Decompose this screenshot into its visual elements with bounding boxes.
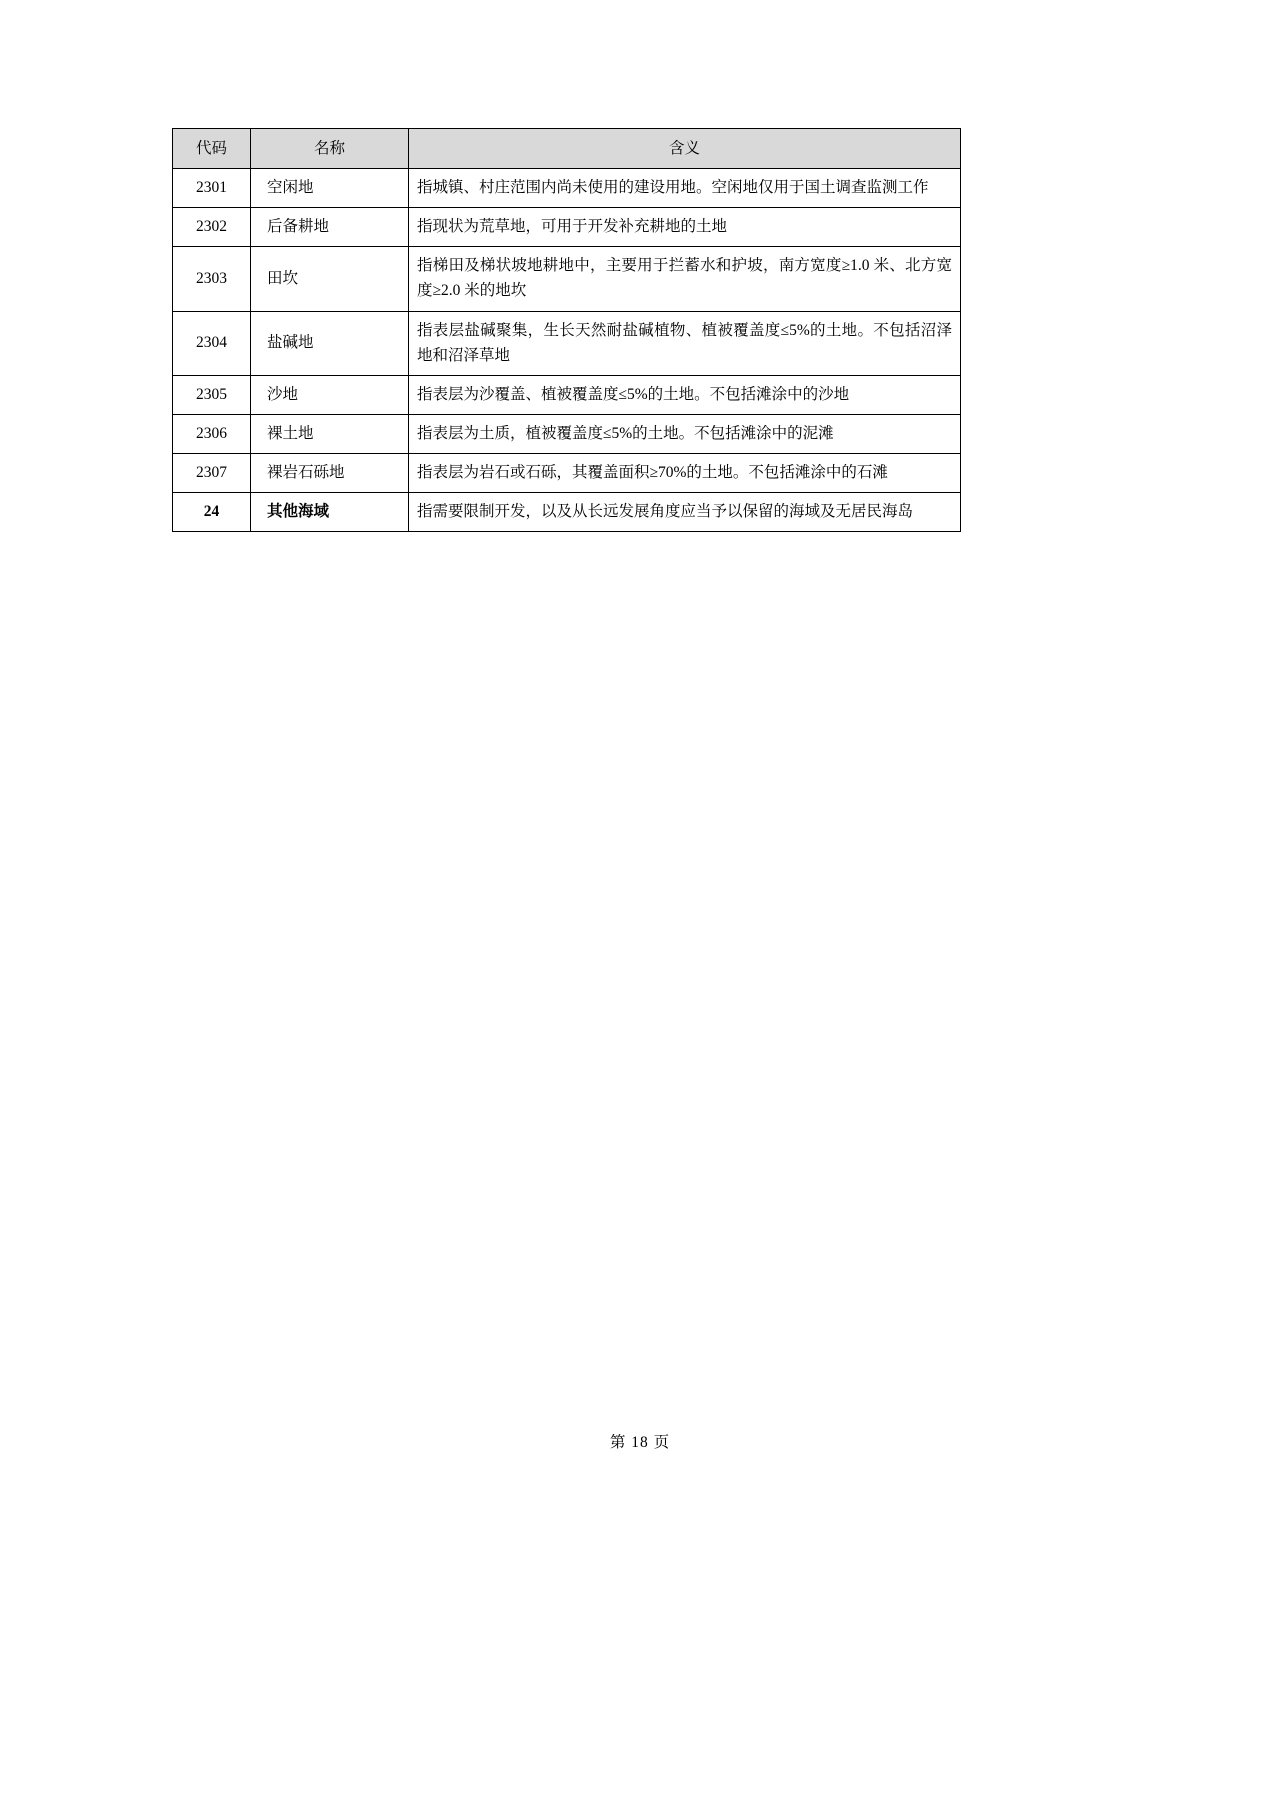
table-row: [173, 247, 961, 311]
cell-name: 其他海域: [251, 493, 409, 532]
cell-meaning: 指表层盐碱聚集，生长天然耐盐碱植物、植被覆盖度≤5%的土地。不包括沼泽地和沼泽草地: [409, 311, 961, 375]
page-footer: 第 18 页: [609, 1434, 671, 1451]
column-header-name: 名称: [251, 129, 409, 169]
cell-meaning: 指表层为土质，植被覆盖度≤5%的土地。不包括滩涂中的泥滩: [409, 414, 961, 453]
cell-code: 2305: [173, 375, 251, 414]
table-row: [173, 208, 961, 247]
table-row: [173, 414, 961, 453]
cell-code: 2302: [173, 208, 251, 247]
table-row: [173, 311, 961, 375]
cell-name: 田坎: [251, 247, 409, 311]
cell-code: 2304: [173, 311, 251, 375]
cell-name: 裸土地: [251, 414, 409, 453]
land-use-code-table: [172, 128, 961, 532]
cell-code: 2307: [173, 453, 251, 492]
cell-meaning: 指表层为沙覆盖、植被覆盖度≤5%的土地。不包括滩涂中的沙地: [409, 375, 961, 414]
cell-name: 沙地: [251, 375, 409, 414]
cell-name: 盐碱地: [251, 311, 409, 375]
column-header-meaning: 含义: [409, 129, 961, 169]
table-row: [173, 453, 961, 492]
cell-meaning: 指梯田及梯状坡地耕地中，主要用于拦蓄水和护坡，南方宽度≥1.0 米、北方宽度≥2.0 米的地坎: [409, 247, 961, 311]
cell-meaning: 指现状为荒草地，可用于开发补充耕地的土地: [409, 208, 961, 247]
cell-code: 24: [173, 493, 251, 532]
cell-meaning: 指需要限制开发，以及从长远发展角度应当予以保留的海域及无居民海岛: [409, 493, 961, 532]
column-header-code: 代码: [173, 129, 251, 169]
cell-name: 后备耕地: [251, 208, 409, 247]
cell-code: 2306: [173, 414, 251, 453]
cell-code: 2303: [173, 247, 251, 311]
table-header-row: [173, 129, 961, 169]
cell-meaning: 指城镇、村庄范围内尚未使用的建设用地。空闲地仅用于国土调查监测工作: [409, 169, 961, 208]
table-row: [173, 493, 961, 532]
table-row: [173, 375, 961, 414]
cell-code: 2301: [173, 169, 251, 208]
table-row: [173, 169, 961, 208]
cell-meaning: 指表层为岩石或石砾，其覆盖面积≥70%的土地。不包括滩涂中的石滩: [409, 453, 961, 492]
cell-name: 裸岩石砾地: [251, 453, 409, 492]
cell-name: 空闲地: [251, 169, 409, 208]
